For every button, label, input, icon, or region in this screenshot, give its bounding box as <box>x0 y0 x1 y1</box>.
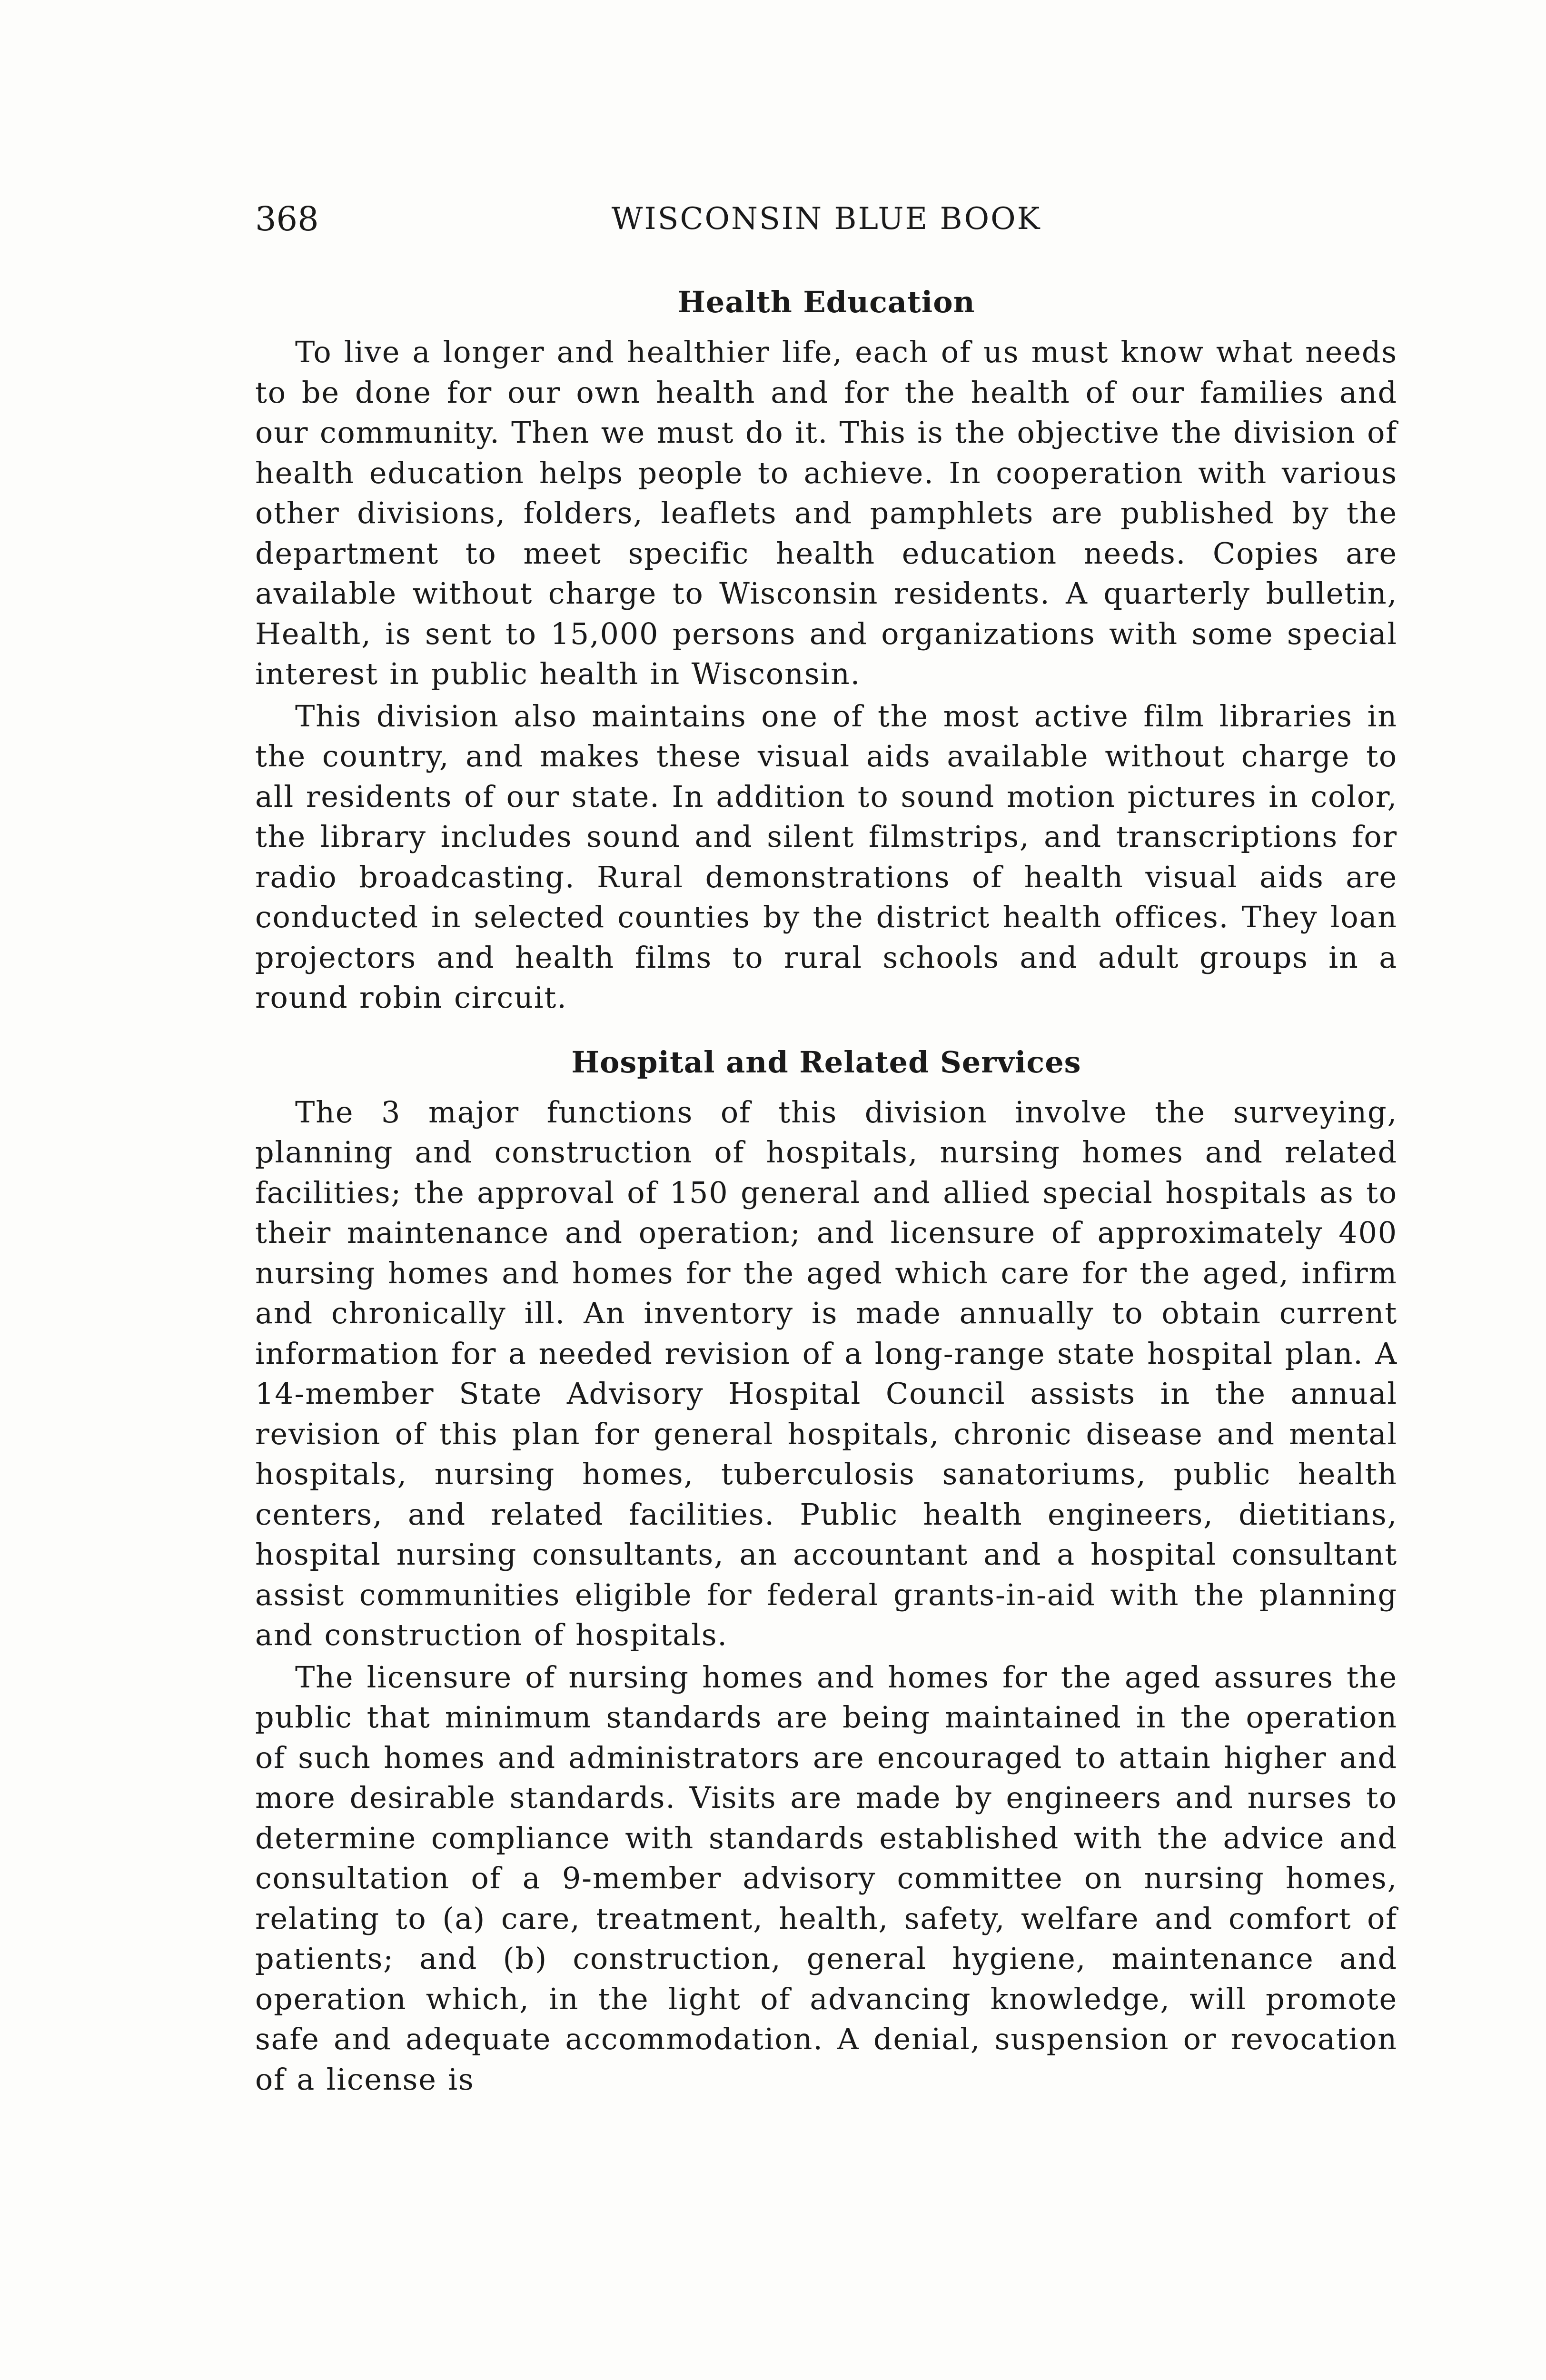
paragraph: The licensure of nursing homes and homes for the aged assures the public that minimum standards are being maintained in the operation of such homes and administrators are encouraged to attain higher and more desirable standards. Visits are made by engineers and nurses to determine compliance with standards established with the advice and consultation of a 9-member advisory committee on nursing homes, relating to (a) care, treatment, health, safety, welfare and comfort of patients; and (b) construction, general hygiene, maintenance and operation which, in the light of advancing knowledge, will promote safe and adequate accommodation. A denial, suspension or revocation of a license is <box>255 1659 1397 2097</box>
page-body <box>255 281 1397 2102</box>
section-heading-health-education: Health Education <box>677 285 975 319</box>
section-heading-hospital-services: Hospital and Related Services <box>571 1044 1081 1080</box>
page-header <box>255 195 1397 243</box>
paragraph: This division also maintains one of the most active film libraries in the country, and makes these visual aids available without charge to all residents of our state. In addition to sound motion pictures in color, the library includes sound and silent filmstrips, and transcriptions for radio broadcasting. Rural demonstrations of health visual aids are conducted in selected counties by the district health offices. They loan projectors and health films to rural schools and adult groups in a round robin circuit. <box>255 698 1397 1015</box>
running-title: WISCONSIN BLUE BOOK <box>611 201 1041 237</box>
page-number: 368 <box>255 199 319 238</box>
paragraph: The 3 major functions of this division involve the surveying, planning and construction of hospitals, nursing homes and related facilities; the approval of 150 general and allied special hospitals as to their maintenance and operation; and licensure of approximately 400 nursing homes and homes for the aged which care for the aged, infirm and chronically ill. An inventory is made annually to obtain current information for a needed revision of a long-range state hospital plan. A 14-member State Advisory Hospital Council assists in the annual revision of this plan for general hospitals, chronic disease and mental hospitals, nursing homes, tuberculosis sanatoriums, public health centers, and related facilities. Public health engineers, dietitians, hospital nursing consultants, an accountant and a hospital consultant assist communities eligible for federal grants-in-aid with the planning and construction of hospitals. <box>255 1094 1397 1652</box>
paragraph: To live a longer and healthier life, each of us must know what needs to be done for our own health and for the health of our families and our community. Then we must do it. This is the objective the division of health education helps people to achieve. In cooperation with various other divisions, folders, leaflets and pamphlets are published by the department to meet specific health education needs. Copies are available without charge to Wisconsin residents. A quarterly bulletin, Health, is sent to 15,000 persons and organizations with some special interest in public health in Wisconsin. <box>255 335 1397 691</box>
